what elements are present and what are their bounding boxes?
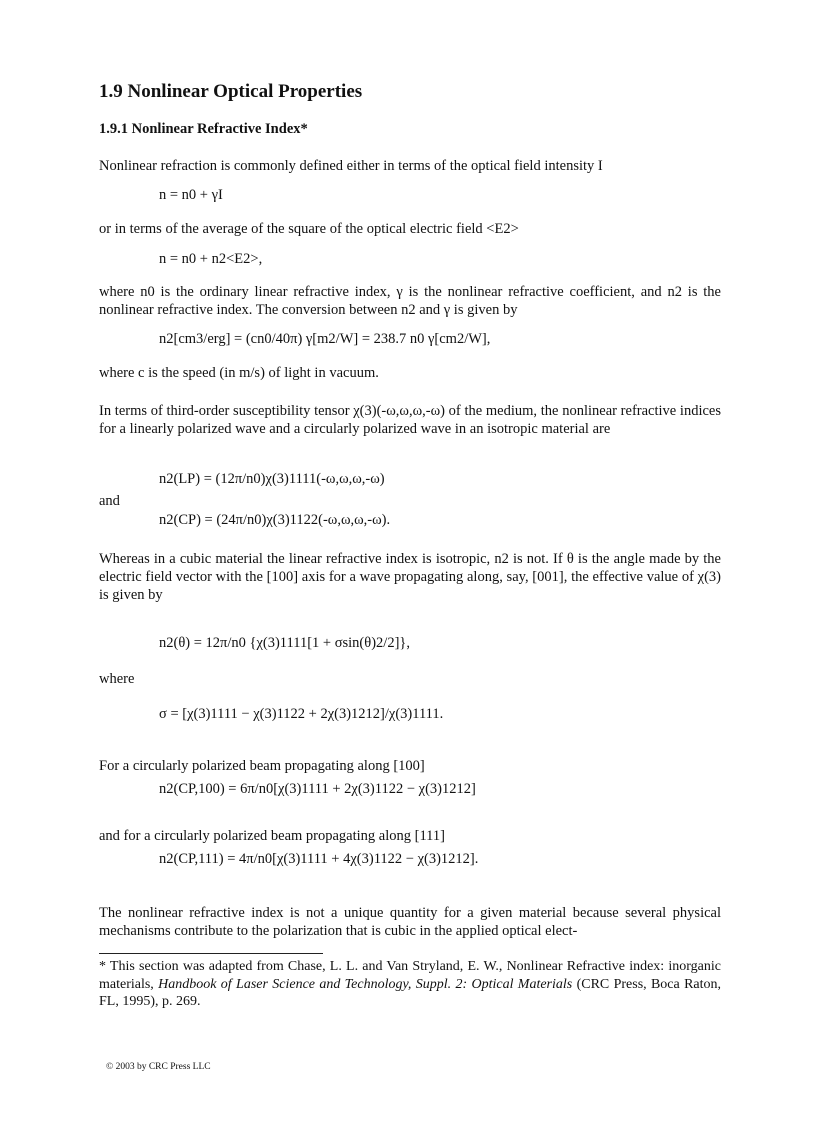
equation-n2-cp: n2(CP) = (24π/n0)χ(3)1122(-ω,ω,ω,-ω). [159, 512, 391, 528]
paragraph-susceptibility: In terms of third-order susceptibility tensor χ(3)(-ω,ω,ω,-ω) of the medium, the nonlinear refractive indices for a linearly polarized wave and a circularly polarized wave in an isotropic material are [99, 403, 721, 437]
paragraph-circular-100: For a circularly polarized beam propagating along [100] [99, 758, 425, 774]
paragraph-where: where [99, 671, 135, 687]
section-heading: 1.9 Nonlinear Optical Properties [99, 81, 363, 102]
equation-n2-cp-100: n2(CP,100) = 6π/n0[χ(3)1111 + 2χ(3)1122 − χ(3)1212] [159, 781, 476, 797]
footnote-divider [99, 953, 323, 954]
subsection-heading: 1.9.1 Nonlinear Refractive Index* [99, 121, 308, 137]
paragraph-intro: Nonlinear refraction is commonly defined either in terms of the optical field intensity I [99, 158, 603, 174]
paragraph-electric-field: or in terms of the average of the square of the optical electric field <E2> [99, 221, 519, 237]
equation-n-n2-e2: n = n0 + n2<E2>, [159, 251, 263, 267]
footnote-title: Handbook of Laser Science and Technology, Suppl. 2: Optical Materials [158, 976, 573, 992]
paragraph-cubic-material: Whereas in a cubic material the linear refractive index is isotropic, n2 is not. If θ is the angle made by the electric field vector with the [100] axis for a wave propagating along, say, [001], the effective value of χ(3) is given by [99, 551, 721, 603]
paragraph-mechanisms: The nonlinear refractive index is not a unique quantity for a given material because several physical mechanisms contribute to the polarization that is cubic in the applied optical elect- [99, 905, 721, 939]
equation-n2-theta: n2(θ) = 12π/n0 {χ(3)1111[1 + σsin(θ)2/2]}, [159, 635, 410, 651]
footnote-lead: * This section was adapted from Chase, L. L. and Van Stryland, E. W., Nonlinear Refractive index: inorganic materials, [99, 959, 721, 992]
copyright-notice: © 2003 by CRC Press LLC [106, 1062, 211, 1072]
paragraph-speed-of-light: where c is the speed (in m/s) of light in vacuum. [99, 365, 379, 381]
footnote [99, 958, 721, 1011]
equation-n-gamma-i: n = n0 + γI [159, 187, 223, 203]
equation-n2-lp: n2(LP) = (12π/n0)χ(3)1111(-ω,ω,ω,-ω) [159, 471, 385, 487]
paragraph-definitions: where n0 is the ordinary linear refractive index, γ is the nonlinear refractive coefficient, and n2 is the nonlinear refractive index. The conversion between n2 and γ is given by [99, 284, 721, 318]
footnote-tail: (CRC Press, Boca Raton, FL, 1995), p. 269. [99, 976, 722, 1009]
paragraph-and: and [99, 493, 120, 509]
paragraph-circular-111: and for a circularly polarized beam propagating along [111] [99, 828, 445, 844]
equation-sigma: σ = [χ(3)1111 − χ(3)1122 + 2χ(3)1212]/χ(3)1111. [159, 706, 444, 722]
equation-conversion: n2[cm3/erg] = (cn0/40π) γ[m2/W] = 238.7 n0 γ[cm2/W], [159, 331, 491, 347]
equation-n2-cp-111: n2(CP,111) = 4π/n0[χ(3)1111 + 4χ(3)1122 − χ(3)1212]. [159, 851, 479, 867]
